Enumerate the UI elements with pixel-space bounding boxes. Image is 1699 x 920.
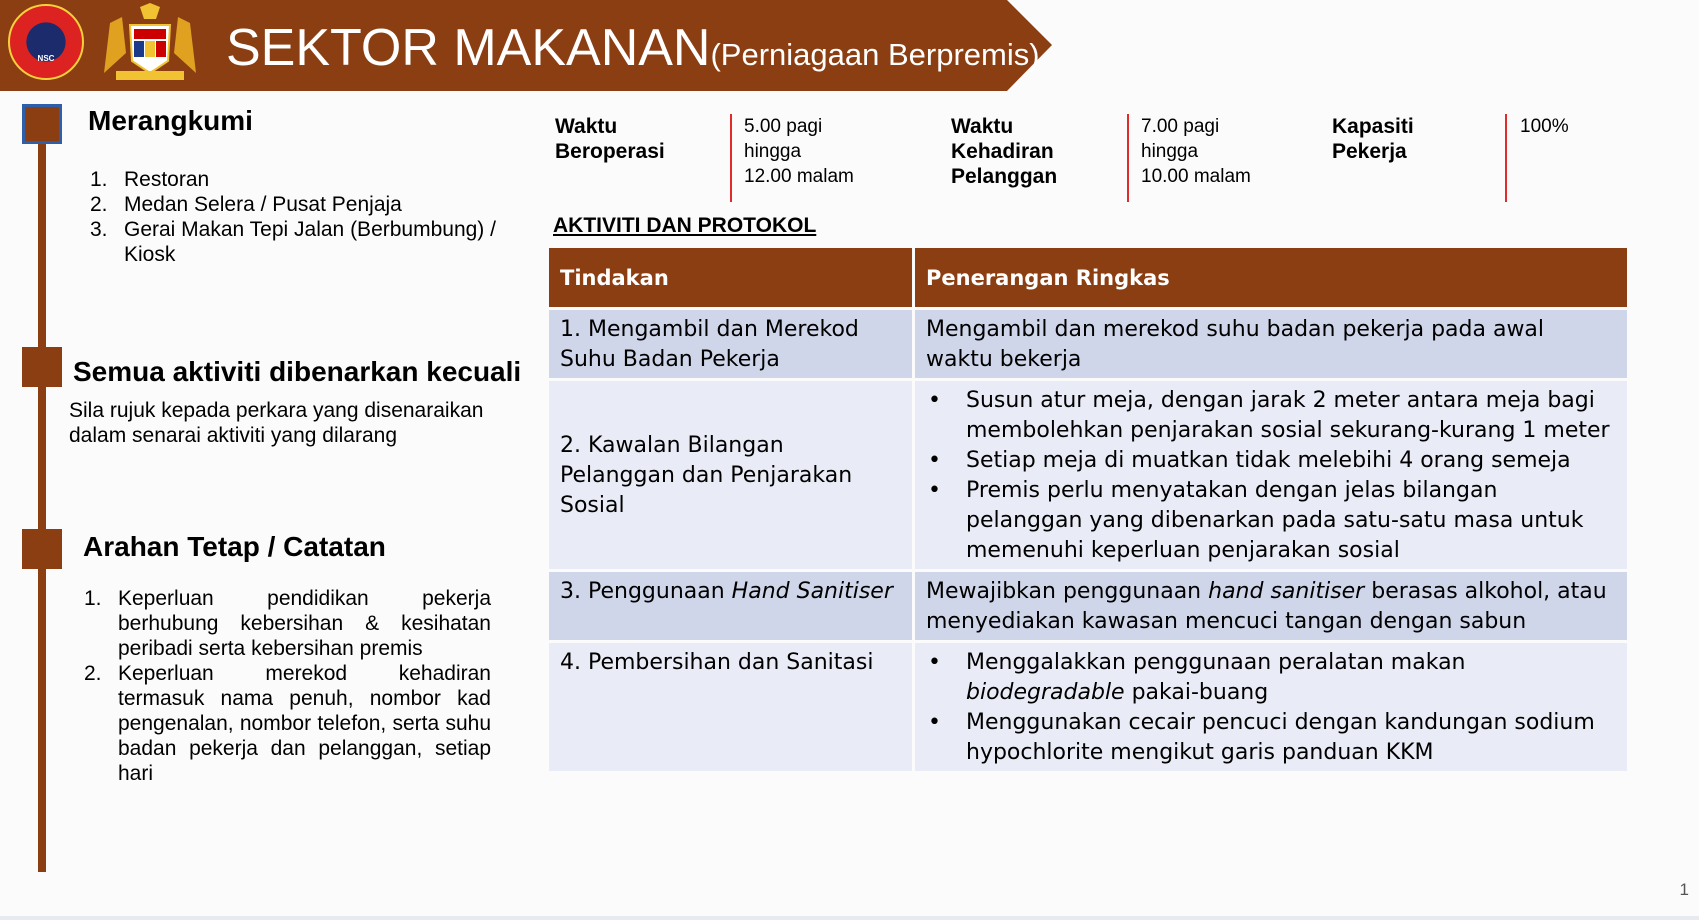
penerangan-cell — [914, 380, 1629, 571]
kapasiti-value: 100% — [1520, 116, 1569, 137]
penerangan-cell: Mewajibkan penggunaan hand sanitiser berasas alkohol, atau menyediakan kawasan mencuci tangan dengan sabun — [914, 571, 1629, 642]
waktu-operasi-value: 5.00 pagi hingga 12.00 malam — [744, 116, 854, 187]
waktu-kehadiran-value: 7.00 pagi hingga 10.00 malam — [1141, 116, 1251, 187]
list-item: 3. Gerai Makan Tepi Jalan (Berbumbung) / Kiosk — [90, 218, 496, 266]
semua-aktiviti-title: Semua aktiviti dibenarkan kecuali — [73, 356, 522, 387]
divider — [1505, 114, 1507, 202]
table-row — [548, 642, 1629, 773]
tindakan-cell: 2. Kawalan Bilangan Pelanggan dan Penjarakan Sosial — [548, 380, 914, 571]
bottom-divider — [0, 916, 1699, 920]
divider — [730, 114, 732, 202]
table-row — [548, 309, 1629, 380]
nsc-logo — [8, 4, 84, 80]
timeline-marker — [22, 529, 62, 569]
malaysia-crest-logo — [96, 3, 204, 83]
column-header-tindakan: Tindakan — [548, 247, 914, 309]
bullet-item: • Menggalakkan penggunaan peralatan makan biodegradable pakai-buang — [926, 648, 1617, 708]
page-subtitle: (Perniagaan Berpremis) — [710, 37, 1040, 72]
merangkumi-title: Merangkumi — [88, 105, 253, 136]
column-header-penerangan: Penerangan Ringkas — [914, 247, 1629, 309]
arahan-tetap-list — [84, 586, 491, 786]
waktu-kehadiran-label: Waktu Kehadiran Pelanggan — [951, 115, 1058, 188]
penerangan-cell — [914, 642, 1629, 773]
list-item: 1. Restoran — [90, 168, 210, 191]
list-item: 2. Medan Selera / Pusat Penjaja — [90, 193, 402, 216]
table-row — [548, 571, 1629, 642]
penerangan-cell: Mengambil dan merekod suhu badan pekerja pada awal waktu bekerja — [914, 309, 1629, 380]
list-item: 1. Keperluan pendidikan pekerja berhubung kebersihan & kesihatan peribadi serta kebersihan premis — [84, 587, 491, 660]
tindakan-cell: 4. Pembersihan dan Sanitasi — [548, 642, 914, 773]
kapasiti-label: Kapasiti Pekerja — [1332, 115, 1414, 163]
aktiviti-protokol-heading: AKTIVITI DAN PROTOKOL — [553, 214, 817, 237]
tindakan-cell: 1. Mengambil dan Merekod Suhu Badan Pekerja — [548, 309, 914, 380]
list-item: 2. Keperluan merekod kehadiran termasuk nama penuh, nombor kad pengenalan, nombor telefon, serta suhu badan pekerja dan pelanggan, setiap hari — [84, 662, 491, 785]
bullet-item: • Susun atur meja, dengan jarak 2 meter antara meja bagi membolehkan penjarakan sosial sekurang-kurang 1 meter — [926, 386, 1617, 446]
page-number: 1 — [1679, 880, 1689, 899]
bullet-item: • Setiap meja di muatkan tidak melebihi 4 orang semeja — [926, 446, 1617, 476]
waktu-operasi-label: Waktu Beroperasi — [555, 115, 665, 163]
table-row — [548, 380, 1629, 571]
divider — [1127, 114, 1129, 202]
semua-aktiviti-body: Sila rujuk kepada perkara yang disenaraikan dalam senarai aktiviti yang dilarang — [69, 399, 484, 447]
protocol-table — [546, 245, 1630, 774]
table-header-row — [548, 247, 1629, 309]
merangkumi-list — [90, 167, 510, 267]
timeline-line — [38, 104, 46, 872]
nsc-logo-text: NSC — [37, 54, 55, 63]
bullet-item: • Premis perlu menyatakan dengan jelas bilangan pelanggan yang dibenarkan pada satu-satu masa untuk memenuhi keperluan penjarakan sosial — [926, 476, 1617, 566]
arahan-tetap-title: Arahan Tetap / Catatan — [83, 531, 386, 562]
timeline-marker — [22, 104, 62, 144]
page-title: SEKTOR MAKANAN(Perniagaan Berpremis) — [226, 19, 1040, 77]
tindakan-cell: 3. Penggunaan Hand Sanitiser — [548, 571, 914, 642]
timeline-marker — [22, 347, 62, 387]
bullet-item: • Menggunakan cecair pencuci dengan kandungan sodium hypochlorite mengikut garis panduan KKM — [926, 708, 1617, 768]
